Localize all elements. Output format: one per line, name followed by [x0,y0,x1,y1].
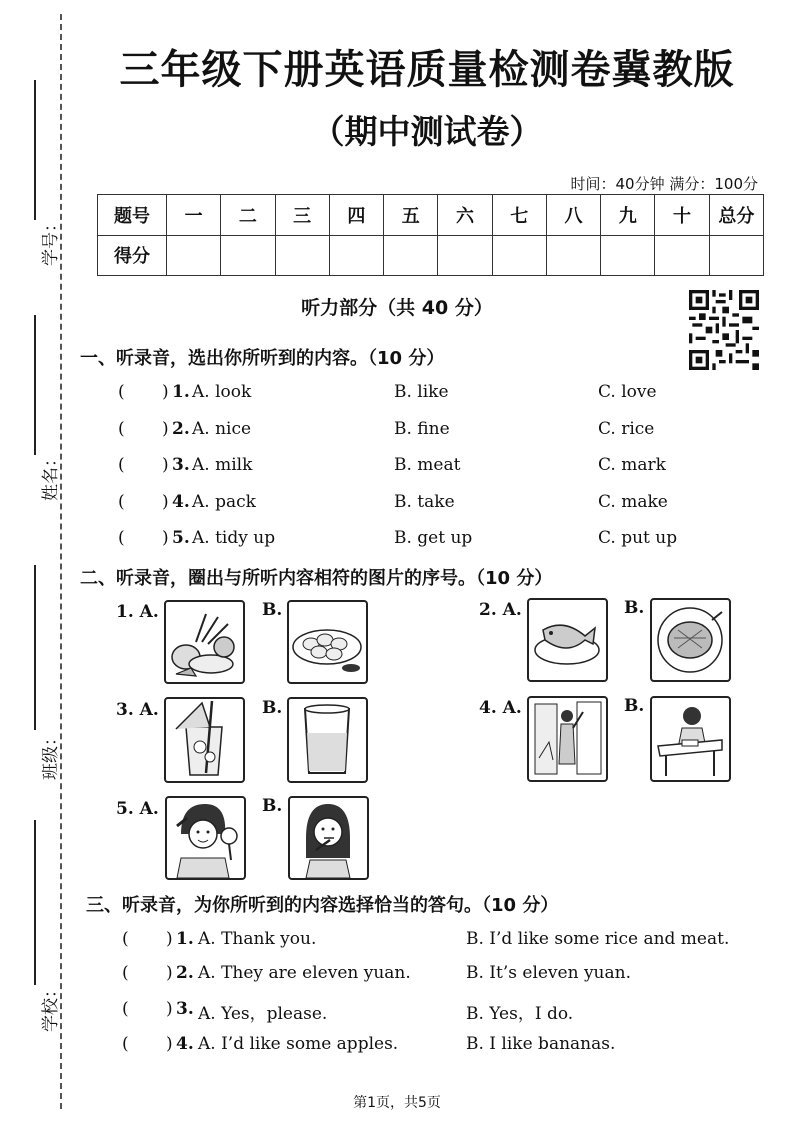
option-b-label: B. [624,598,645,618]
question-number: 3. [172,455,190,475]
answer-paren-open: ( [118,419,125,439]
student-number-line [34,80,36,220]
score-cell[interactable] [384,235,438,276]
school-line [34,820,36,985]
answer-paren-close: ) [166,1034,173,1054]
answer-paren-open: ( [118,455,125,475]
score-header-cell: 四 [329,195,383,236]
score-header-cell: 八 [546,195,600,236]
school-label: 学校： [41,981,61,1032]
question-number: 1. [176,929,194,949]
fish-picture[interactable] [527,598,608,682]
option-a[interactable]: A. They are eleven yuan. [198,963,411,983]
page-title: 三年级下册英语质量检测卷冀教版 [119,47,735,93]
student-name-line [34,315,36,455]
score-cell[interactable] [221,235,275,276]
class-line [34,565,36,730]
score-row-label: 得分 [98,235,167,276]
score-header-cell: 二 [221,195,275,236]
class-label: 班级： [41,729,61,780]
answer-paren-open: ( [122,999,129,1019]
option-c[interactable]: C. make [598,492,668,512]
answer-paren-close: ) [162,419,169,439]
option-c[interactable]: C. rice [598,419,655,439]
dumplings-picture[interactable] [287,600,368,684]
score-table [97,194,764,276]
score-header-cell: 三 [275,195,329,236]
score-cell[interactable] [655,235,709,276]
girl-at-desk-picture[interactable] [650,696,731,782]
question-number: 4. [176,1034,194,1054]
bread-picture[interactable] [650,598,731,682]
section2-heading: 二、听录音，圈出与所听内容相符的图片的序号。（10 分） [80,568,553,589]
answer-paren-open: ( [122,1034,129,1054]
option-b[interactable]: B. Yes，I do. [466,1004,574,1024]
binding-dashed-line [60,14,62,1109]
answer-paren-close: ) [166,999,173,1019]
juice-picture[interactable] [164,697,245,783]
milk-picture[interactable] [287,697,368,783]
score-table-score-row [98,235,764,276]
option-b[interactable]: B. I’d like some rice and meat. [466,929,730,949]
girl-combing-hair-picture[interactable] [165,796,246,880]
option-b-label: B. [262,698,283,718]
option-b[interactable]: B. meat [394,455,461,475]
question-number: 4. [172,492,190,512]
girl-brushing-teeth-picture[interactable] [288,796,369,880]
student-number-field[interactable] [14,80,61,270]
answer-paren-open: ( [118,492,125,512]
score-header-cell: 六 [438,195,492,236]
listening-section-title: 听力部分（共 40 分） [301,297,493,319]
score-header-cell: 十 [655,195,709,236]
option-b-label: B. [262,600,283,620]
item-number: 5. A. [116,799,159,819]
item-number: 1. A. [116,602,159,622]
option-c[interactable]: C. mark [598,455,666,475]
score-header-cell: 一 [167,195,221,236]
score-cell[interactable] [167,235,221,276]
score-header-cell: 题号 [98,195,167,236]
answer-paren-open: ( [118,382,125,402]
item-number: 4. A. [479,698,522,718]
qr-code-icon[interactable] [689,290,759,370]
item-number: 2. A. [479,600,522,620]
question-number: 5. [172,528,190,548]
option-a[interactable]: A. I’d like some apples. [198,1034,399,1054]
answer-paren-close: ) [162,455,169,475]
question-number: 1. [172,382,190,402]
student-name-field[interactable] [14,315,61,505]
girl-at-window-picture[interactable] [527,696,608,782]
student-name-label: 姓名： [41,450,61,501]
answer-paren-close: ) [166,929,173,949]
item-number: 3. A. [116,700,159,720]
score-header-cell: 七 [492,195,546,236]
score-cell[interactable] [275,235,329,276]
score-cell[interactable] [438,235,492,276]
vegetables-picture[interactable] [164,600,245,684]
option-c[interactable]: C. put up [598,528,678,548]
score-cell[interactable] [492,235,546,276]
score-header-cell: 五 [384,195,438,236]
question-number: 2. [176,963,194,983]
option-b[interactable]: B. get up [394,528,473,548]
option-b-label: B. [624,696,645,716]
score-cell[interactable] [601,235,655,276]
option-b[interactable]: B. fine [394,419,450,439]
score-table-header-row [98,195,764,236]
score-header-cell: 九 [601,195,655,236]
answer-paren-open: ( [118,528,125,548]
option-a[interactable]: A. look [192,382,252,402]
answer-paren-close: ) [162,492,169,512]
score-cell[interactable] [329,235,383,276]
answer-paren-close: ) [162,528,169,548]
answer-paren-open: ( [122,929,129,949]
option-b[interactable]: B. take [394,492,455,512]
option-b[interactable]: B. like [394,382,449,402]
student-number-label: 学号： [41,215,61,266]
option-a[interactable]: A. Yes，please. [198,1004,328,1024]
page-footer: 第1页，共5页 [353,1095,441,1111]
section3-heading: 三、听录音，为你所听到的内容选择恰当的答句。（10 分） [86,895,559,916]
score-cell[interactable] [546,235,600,276]
answer-paren-close: ) [166,963,173,983]
question-number: 3. [176,999,194,1019]
option-a[interactable]: A. tidy up [192,528,276,548]
page-subtitle: （期中测试卷） [311,112,543,151]
option-a[interactable]: A. nice [192,419,252,439]
option-b[interactable]: B. I like bananas. [466,1034,616,1054]
option-a[interactable]: A. Thank you. [198,929,317,949]
option-a[interactable]: A. milk [192,455,253,475]
answer-paren-open: ( [122,963,129,983]
question-number: 2. [172,419,190,439]
section1-heading: 一、听录音，选出你所听到的内容。（10 分） [80,348,445,369]
time-info: 时间：40分钟 满分：100分 [570,175,758,193]
school-field[interactable] [14,820,61,1040]
option-b-label: B. [262,796,283,816]
option-b[interactable]: B. It’s eleven yuan. [466,963,631,983]
option-c[interactable]: C. love [598,382,657,402]
option-a[interactable]: A. pack [192,492,256,512]
score-cell[interactable] [709,235,763,276]
class-field[interactable] [14,565,61,785]
score-header-cell: 总分 [709,195,763,236]
answer-paren-close: ) [162,382,169,402]
